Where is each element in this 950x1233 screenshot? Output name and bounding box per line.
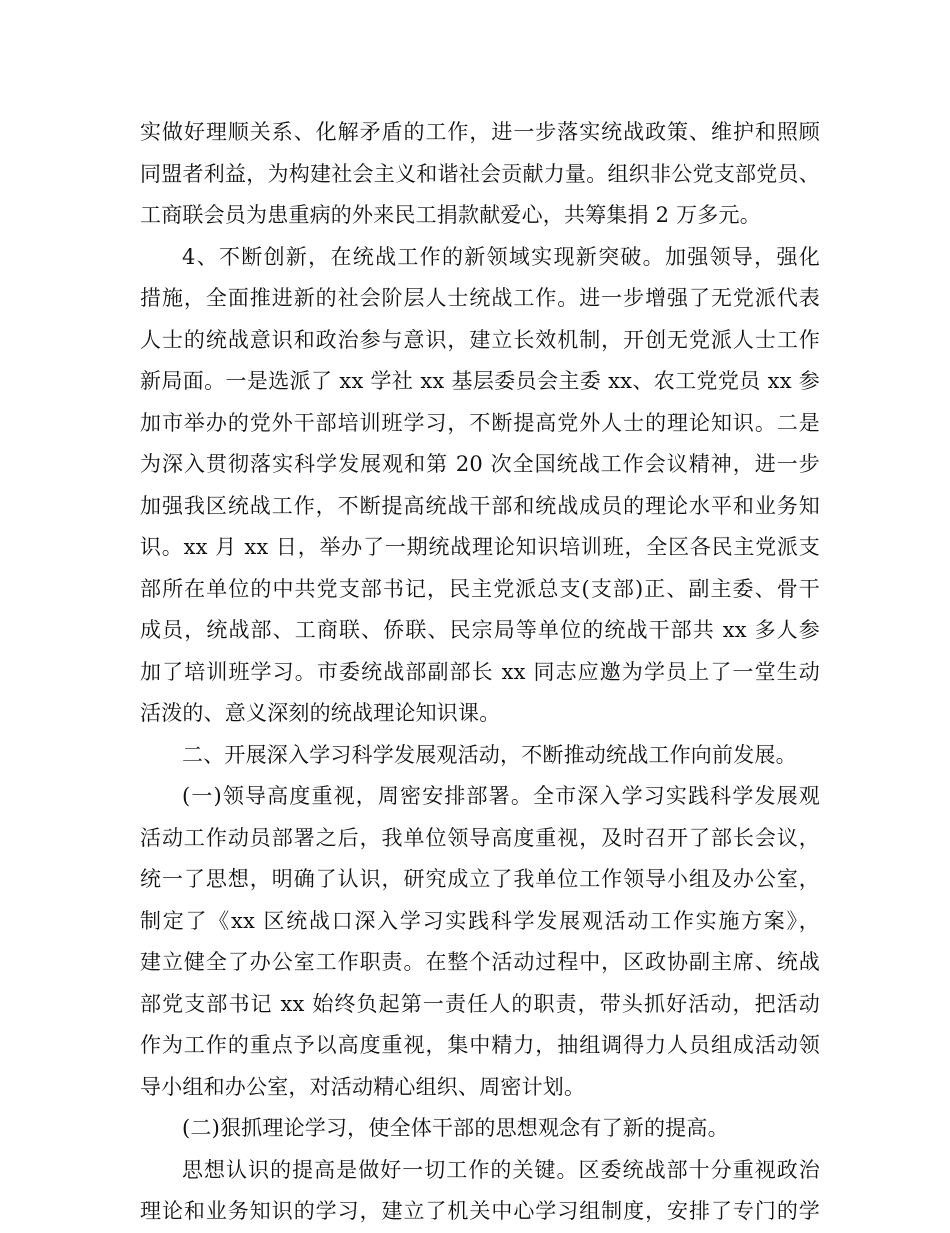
text-line: 实做好理顺关系、化解矛盾的工作，进一步落实统战政策、维护和照顾 — [140, 120, 820, 144]
text-line: 活泼的、意义深刻的统战理论知识课。 — [140, 701, 501, 725]
text-line: 部党支部书记 xx 始终负起第一责任人的职责，带头抓好活动，把活动 — [140, 991, 820, 1016]
text-line: 措施，全面推进新的社会阶层人士统战工作。进一步增强了无党派代表 — [140, 286, 820, 310]
document-body — [140, 112, 820, 1233]
text-line: 为深入贯彻落实科学发展观和第 20 次全国统战工作会议精神，进一步 — [140, 452, 820, 476]
text-line: 思想认识的提高是做好一切工作的关键。区委统战部十分重视政治 — [182, 1157, 820, 1182]
text-line: 作为工作的重点予以高度重视，集中精力，抽组调得力人员组成活动领 — [140, 1033, 820, 1057]
text-line: (二)狠抓理论学习，使全体干部的思想观念有了新的提高。 — [182, 1116, 729, 1140]
text-line: 成员，统战部、工商联、侨联、民宗局等单位的统战干部共 xx 多人参 — [140, 618, 820, 642]
text-line: 新局面。一是选派了 xx 学社 xx 基层委员会主委 xx、农工党党员 xx 参 — [140, 369, 820, 393]
text-line: 人士的统战意识和政治参与意识，建立长效机制，开创无党派人士工作 — [140, 327, 820, 352]
text-line: 建立健全了办公室工作职责。在整个活动过程中，区政协副主席、统战 — [140, 950, 820, 974]
text-line: 4、不断创新，在统战工作的新领域实现新突破。加强领导，强化 — [182, 244, 820, 269]
text-line: 统一了思想，明确了认识，研究成立了我单位工作领导小组及办公室， — [140, 867, 820, 891]
text-line: 导小组和办公室，对活动精心组织、周密计划。 — [140, 1074, 586, 1099]
text-line: 二、开展深入学习科学发展观活动，不断推动统战工作向前发展。 — [182, 742, 797, 767]
text-line: 制定了《xx 区统战口深入学习实践科学发展观活动工作实施方案》， — [140, 908, 820, 933]
text-line: 同盟者利益，为构建社会主义和谐社会贡献力量。组织非公党支部党员、 — [140, 161, 820, 186]
text-line: 加市举办的党外干部培训班学习，不断提高党外人士的理论知识。二是 — [140, 410, 820, 435]
text-line: 部所在单位的中共党支部书记，民主党派总支(支部)正、副主委、骨干 — [140, 576, 820, 601]
text-line: (一)领导高度重视，周密安排部署。全市深入学习实践科学发展观 — [182, 784, 820, 808]
text-line: 加强我区统战工作，不断提高统战干部和统战成员的理论水平和业务知 — [140, 493, 820, 518]
text-line: 加了培训班学习。市委统战部副部长 xx 同志应邀为学员上了一堂生动 — [140, 659, 820, 684]
text-line: 理论和业务知识的学习，建立了机关中心学习组制度，安排了专门的学 — [140, 1199, 820, 1223]
text-line: 识。xx 月 xx 日，举办了一期统战理论知识培训班，全区各民主党派支 — [140, 535, 820, 559]
text-line: 工商联会员为患重病的外来民工捐款献爱心，共筹集捐 2 万多元。 — [140, 203, 761, 227]
text-line: 活动工作动员部署之后，我单位领导高度重视，及时召开了部长会议， — [140, 825, 820, 850]
